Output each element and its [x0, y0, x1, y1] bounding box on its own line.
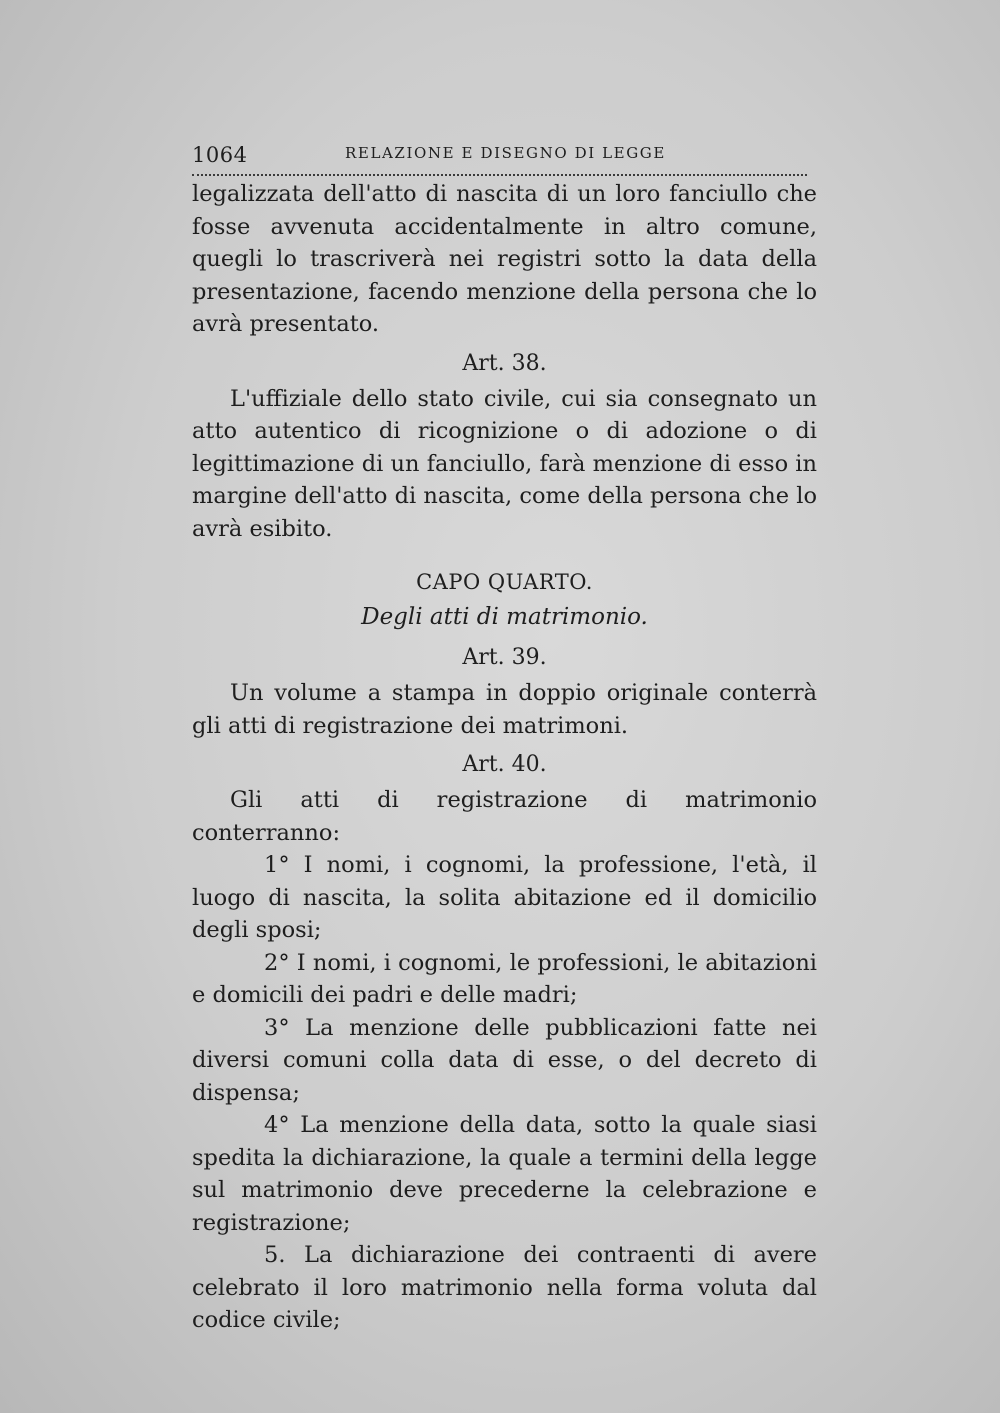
article-39-heading: Art. 39.: [462, 645, 547, 670]
article-40-text: Gli atti di registrazione di matrimonio conterranno:: [192, 787, 817, 846]
article-40-item-4: 4° La menzione della data, sotto la quale siasi spedita la dichiarazione, la quale a termini della legge sul matrimonio deve precederne la celebrazione e registrazione;: [192, 1112, 817, 1236]
article-39-text: Un volume a stampa in doppio originale conterrà gli atti di registrazione dei matrimoni.: [192, 680, 817, 739]
article-40-item-2: 2° I nomi, i cognomi, le professioni, le abitazioni e domicili dei padri e delle madri;: [192, 949, 817, 1008]
article-40-item-1: 1° I nomi, i cognomi, la professione, l'età, il luogo di nascita, la solita abitazione ed il domicilio degli sposi;: [192, 852, 817, 943]
article-40-heading: Art. 40.: [462, 752, 547, 777]
chapter-title: CAPO QUARTO.: [416, 570, 593, 594]
page-number: 1064: [192, 143, 248, 167]
running-head: RELAZIONE E DISEGNO DI LEGGE: [345, 144, 666, 162]
chapter-subtitle: Degli atti di matrimonio.: [361, 604, 648, 630]
page-header: [192, 140, 807, 176]
article-40-item-3: 3° La menzione delle pubblicazioni fatte nei diversi comuni colla data di esse, o del decreto di dispensa;: [192, 1014, 817, 1106]
page-body: [192, 178, 817, 1337]
article-40-item-5: 5. La dichiarazione dei contraenti di avere celebrato il loro matrimonio nella forma voluta dal codice civile;: [192, 1242, 817, 1333]
article-38-text: L'uffiziale dello stato civile, cui sia consegnato un atto autentico di ricognizione o di adozione o di legittimazione di un fanciullo, farà menzione di esso in margine dell'atto di nascita, come della persona che lo avrà esibito.: [192, 385, 817, 542]
article-38-heading: Art. 38.: [462, 350, 547, 376]
continued-paragraph: legalizzata dell'atto di nascita di un loro fanciullo che fosse avvenuta accidentalmente in altro comune, quegli lo trascriverà nei registri sotto la data della presentazione, facendo menzione della persona che lo avrà presentato.: [192, 181, 817, 337]
